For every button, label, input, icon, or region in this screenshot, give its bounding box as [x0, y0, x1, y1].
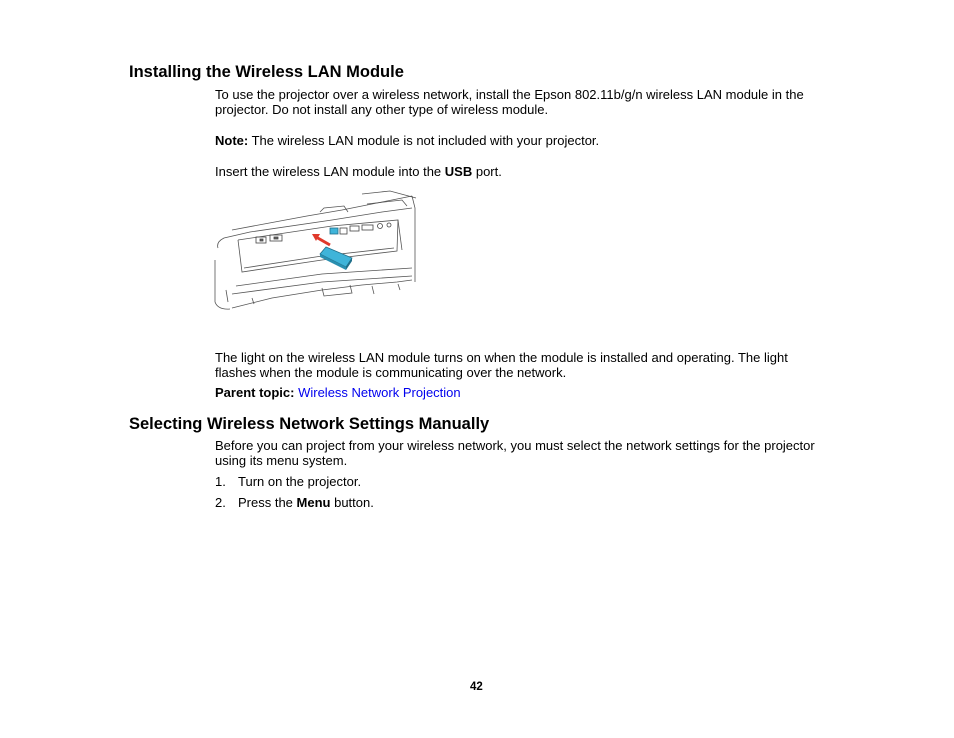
- wireless-lan-module-illustration: [212, 190, 417, 315]
- menu-button-label: Menu: [296, 495, 331, 510]
- insert-arrow-icon: [316, 237, 330, 245]
- wireless-module-icon: [320, 247, 352, 270]
- list-item: [215, 495, 825, 510]
- page-number: 42: [470, 681, 483, 693]
- step-number: 1.: [215, 474, 226, 489]
- parent-topic-label: Parent topic:: [215, 385, 295, 400]
- note-text: The wireless LAN module is not included with your projector.: [248, 133, 600, 148]
- note-paragraph: [215, 133, 825, 148]
- step-text-post: button.: [330, 495, 374, 510]
- section-heading-install: Installing the Wireless LAN Module: [129, 63, 404, 81]
- insert-text-pre: Insert the wireless LAN module into the: [215, 164, 445, 179]
- install-intro-text: To use the projector over a wireless network, install the Epson 802.11b/g/n wireless LAN module in the projector. Do not install any other type of wireless module.: [215, 87, 804, 117]
- list-item: [215, 474, 825, 489]
- insert-text-post: port.: [472, 164, 502, 179]
- selecting-intro-text: Before you can project from your wireless network, you must select the network settings for the projector using its menu system.: [215, 438, 815, 468]
- step-text: Turn on the projector.: [238, 474, 362, 489]
- steps-list: [215, 474, 825, 516]
- usb-label: USB: [444, 164, 473, 179]
- note-label: Note:: [215, 133, 249, 148]
- module-light-text: The light on the wireless LAN module turns on when the module is installed and operating. The light flashes when the module is communicating over the network.: [215, 350, 788, 380]
- section-heading-selecting: Selecting Wireless Network Settings Manually: [129, 415, 490, 433]
- insert-instruction: [215, 164, 825, 179]
- parent-topic: [215, 385, 825, 400]
- step-text-pre: Press the: [238, 495, 297, 510]
- step-number: 2.: [215, 495, 226, 510]
- parent-topic-link[interactable]: Wireless Network Projection: [298, 385, 461, 400]
